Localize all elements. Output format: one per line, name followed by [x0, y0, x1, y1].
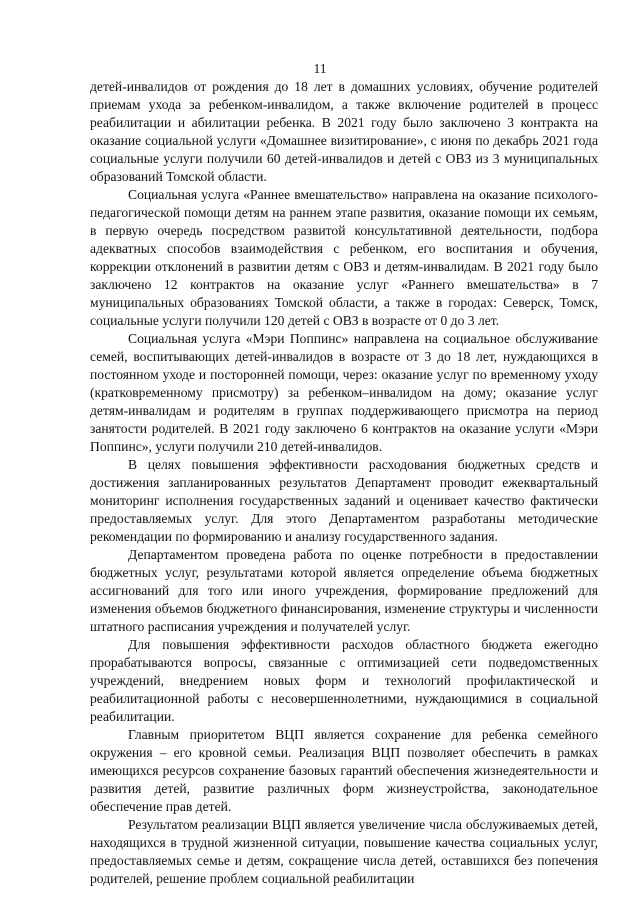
- paragraph-early-intervention: Социальная услуга «Раннее вмешательство» направлена на оказание психолого-педагогической помощи детям на раннем этапе развития, оказание помощи их семьям, в первую очередь посредством развитой консультативной деятельности, подбора адекватных способов взаимодействия с ребенком, его воспитания и обучения, коррекции отклонений в развитии детям с ОВЗ и детям-инвалидам. В 2021 году было заключено 12 контрактов на оказание услуг «Раннего вмешательства» в 7 муниципальных образованиях Томской области, а также в городах: Северск, Томск, социальные услуги получили 120 детей с ОВЗ в возрасте от 0 до 3 лет.: [90, 187, 598, 328]
- paragraph-budget-efficiency: В целях повышения эффективности расходования бюджетных средств и достижения запланированных результатов Департамент проводит ежеквартальный мониторинг исполнения государственных заданий и оценивает качество фактически предоставляемых услуг. Для этого Департаментом разработаны методические рекомендации по формированию и анализу государственного задания.: [90, 457, 598, 544]
- paragraph-program-results: Результатом реализации ВЦП является увеличение числа обслуживаемых детей, находящихся в трудной жизненной ситуации, повышение качества социальных услуг, предоставляемых семье и детям, сокращение числа детей, оставшихся без попечения родителей, решение проблем социальной реабилитации: [90, 817, 598, 886]
- page-body: [90, 78, 598, 888]
- paragraph-main-priority: Главным приоритетом ВЦП является сохранение для ребенка семейного окружения – его кровной семьи. Реализация ВЦП позволяет обеспечить в рамках имеющихся ресурсов сохранение базовых гарантий обеспечения жизнедеятельности и развития детей, развитие различных форм жизнеустройства, законодательное обеспечение прав детей.: [90, 727, 598, 814]
- paragraph-mary-poppins: Социальная услуга «Мэри Поппинс» направлена на социальное обслуживание семей, воспитывающих детей-инвалидов в возрасте от 3 до 18 лет, нуждающихся в постоянном уходе и посторонней помощи, через: оказание услуг по временному уходу (кратковременному присмотру) за ребенком–инвалидом на дому; оказание услуг детям-инвалидам и родителям в группах поддерживающего присмотра на период занятости родителей. В 2021 году заключено 6 контрактов на оказание услуги «Мэри Поппинс», услуги получили 210 детей-инвалидов.: [90, 331, 598, 454]
- paragraph-network-optimization: Для повышения эффективности расходов областного бюджета ежегодно прорабатываются вопросы, связанные с оптимизацией сети подведомственных учреждений, внедрением новых форм и технологий профилактической и реабилитационной работы с несовершеннолетними, нуждающимися в социальной реабилитации.: [90, 637, 598, 724]
- paragraph-needs-assessment: Департаментом проведена работа по оценке потребности в предоставлении бюджетных услуг, результатами которой является определение объема бюджетных ассигнований для того или иного учреждения, формирование предложений для изменения объемов бюджетного финансирования, изменение структуры и численности штатного расписания учреждения и получателей услуг.: [90, 547, 598, 634]
- paragraph-home-visiting: детей-инвалидов от рождения до 18 лет в домашних условиях, обучение родителей приемам ухода за ребенком-инвалидом, а также включение родителей в процесс реабилитации и абилитации ребенка. В 2021 году было заключено 3 контракта на оказание социальной услуги «Домашнее визитирование», с июня по декабрь 2021 года социальные услуги получили 60 детей-инвалидов и детей с ОВЗ из 3 муниципальных образований Томской области.: [90, 79, 598, 184]
- page-number: 11: [313, 61, 327, 76]
